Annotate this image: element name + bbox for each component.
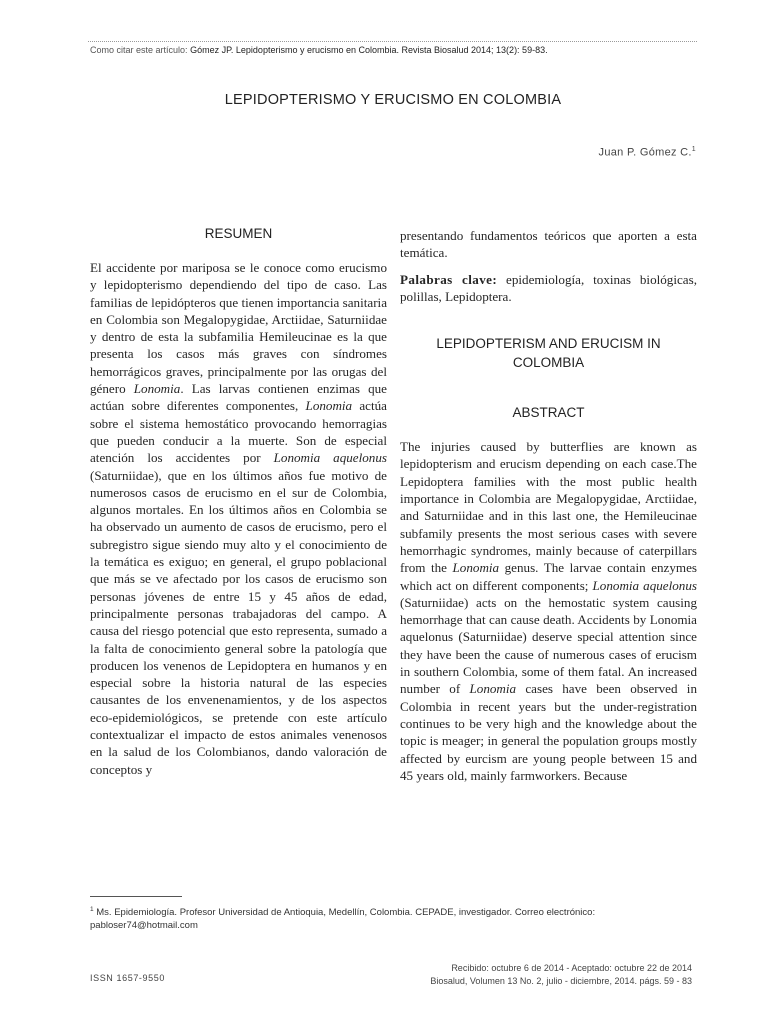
citation-text: Gómez JP. Lepidopterismo y erucismo en Colombia. Revista Biosalud 2014; 13(2): 59-83. <box>190 45 548 55</box>
author-footnote-mark: 1 <box>691 146 696 153</box>
author-line <box>599 146 696 159</box>
left-column <box>90 226 387 778</box>
footnote-rule <box>90 896 182 897</box>
abstract-text-1: The injuries caused by butterflies are known as lepidopterism and erucism depending on each case.The Lepidoptera families with the most public health importance in Colombia are Megalopygidae, Arctiidae, and Saturniidae and in this last one, the Hemileucinae subfamily presents the most serious cases with severe hemorrhagic syndromes, mainly because of caterpillars from the <box>400 439 697 576</box>
citation-prefix: Como citar este artículo: <box>90 45 188 55</box>
resumen-text-1: El accidente por mariposa se le conoce como erucismo y lepidopterismo dependiendo del tipo de caso. Las familias de lepidópteros que tienen importancia sanitaria en Colombia son Megalopygidae, Arctiidae, Saturniidae y dentro de esta la subfamilia Hemileucinae es la que presenta los casos más graves con síndromes hemorrágicos graves, principalmente por las orugas del género <box>90 260 387 397</box>
resumen-body <box>90 259 387 778</box>
resumen-continuation: presentando fundamentos teóricos que aporten a esta temática. <box>400 228 697 261</box>
abstract-text-4: cases have been observed in Colombia in recent years but the under-registration continues to be very high and the knowledge about the topic is meager; in general the population groups mostly affected by eurcism are young people between 15 and 45 years old, mainly farmworkers. Because <box>400 681 697 783</box>
issn: ISSN 1657-9550 <box>90 973 165 983</box>
abstract-heading: ABSTRACT <box>512 405 585 421</box>
keywords <box>400 271 697 306</box>
abstract-text-3: (Saturniidae) acts on the hemostatic system causing hemorrhage that can cause death. Accidents by Lonomia aquelonus (Saturniidae) deserve special attention since they have been the cause of numerous cases of erucism in southern Colombia, some of them fatal. An increased number of <box>400 594 697 697</box>
abstract-body <box>400 438 697 784</box>
dates-and-journal <box>430 962 692 987</box>
header-rule <box>88 41 697 42</box>
footnote <box>90 903 700 932</box>
abstract-genus-1: Lonomia <box>452 560 500 576</box>
resumen-species-1: Lonomia aquelonus <box>273 450 387 466</box>
abstract-text-2: genus. The larvae contain enzymes which act on different components; <box>400 560 698 593</box>
resumen-text-2: . Las larvas contienen enzimas que actúan sobre diferentes componentes, <box>90 381 387 414</box>
abstract-species-1: Lonomia aquelonus <box>592 577 697 593</box>
resumen-genus-1: Lonomia <box>133 381 181 397</box>
received-accepted: Recibido: octubre 6 de 2014 - Aceptado: octubre 22 de 2014 <box>451 963 692 973</box>
english-title: LEPIDOPTERISM AND ERUCISM IN COLOMBIA <box>436 336 661 371</box>
article-title: LEPIDOPTERISMO Y ERUCISMO EN COLOMBIA <box>224 92 562 108</box>
footnote-mark: 1 <box>90 906 94 913</box>
abstract-genus-2: Lonomia <box>469 681 517 697</box>
resumen-text-4: (Saturniidae), que en los últimos años fue motivo de numerosos casos de erucismo en el sur de Colombia, algunos mortales. En los últimos años en Colombia se ha observado un aumento de casos de erucismo, pero el subregistro sigue siendo muy alto y el conocimiento de la temática es exiguo; en general, el grupo poblacional que más se ve afectado por los casos de erucismo son personas jóvenes de entre 15 y 45 años de edad, principalmente personas trabajadoras del campo. A causa del riesgo potencial que esto representa, sumado a la falta de conocimiento general sobre la patología que producen los venenos de Lepidoptera en humanos y en especial sobre la historia natural de las especies causantes de los envenenamientos, y de los aspectos eco-epidemiológicos, se pretende con este artículo contextualizar el impacto de estos animales venenosos en la salud de los Colombianos, dando valoración de conceptos y <box>90 467 387 777</box>
footnote-text: Ms. Epidemiología. Profesor Universidad de Antioquia, Medellín, Colombia. CEPADE, investigador. Correo electrónico: pabloser74@hotmail.com <box>90 907 596 932</box>
resumen-heading: RESUMEN <box>204 226 273 241</box>
right-column <box>400 227 697 784</box>
resumen-genus-2: Lonomia <box>305 398 353 414</box>
resumen-text-3: actúa sobre el sistema hemostático provocando hemorragias que pueden conducir a la muerte. Son de especial atención los accidentes por <box>90 398 387 466</box>
citation-line <box>90 45 700 55</box>
keywords-list: epidemiología, toxinas biológicas, polillas, Lepidoptera. <box>400 271 697 304</box>
journal-reference: Biosalud, Volumen 13 No. 2, julio - diciembre, 2014. págs. 59 - 83 <box>430 975 692 986</box>
keywords-label: Palabras clave: <box>400 271 498 287</box>
author-name: Juan P. Gómez C. <box>598 146 692 159</box>
